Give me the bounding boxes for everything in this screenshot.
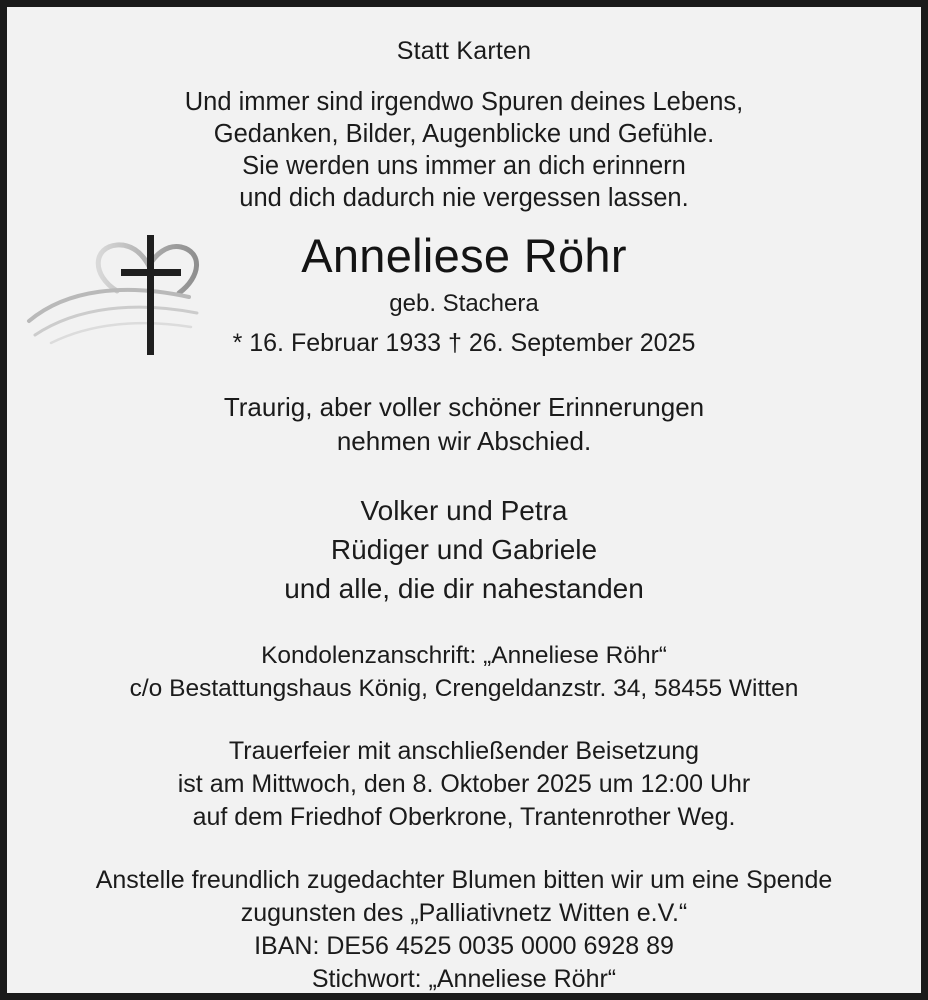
address-line: Kondolenzanschrift: „Anneliese Röhr“ <box>261 642 667 670</box>
condolence-address <box>47 640 881 705</box>
ceremony-line: ist am Mittwoch, den 8. Oktober 2025 um 12:00 Uhr <box>177 769 751 798</box>
deceased-name: Anneliese Röhr <box>301 228 627 282</box>
address-line: c/o Bestattungshaus König, Crengeldanzstr. 34, 58455 Witten <box>129 674 799 702</box>
family-line: und alle, die dir nahestanden <box>284 572 644 604</box>
obituary-content <box>7 7 921 993</box>
ceremony-line: auf dem Friedhof Oberkrone, Trantenrother Weg. <box>192 802 736 831</box>
donation-line: zugunsten des „Palliativnetz Witten e.V.“ <box>240 898 688 927</box>
deceased-block <box>47 228 881 358</box>
maiden-name: geb. Stachera <box>389 289 539 317</box>
donation-reference: Stichwort: „Anneliese Röhr“ <box>311 964 617 993</box>
life-dates: * 16. Februar 1933 † 26. September 2025 <box>232 328 696 357</box>
mourning-line: Traurig, aber voller schöner Erinnerungen <box>223 391 705 422</box>
poem-line: Sie werden uns immer an dich erinnern <box>242 152 686 181</box>
poem-line: und dich dadurch nie vergessen lassen. <box>239 184 689 213</box>
ceremony-details <box>47 735 881 834</box>
family-line: Volker und Petra <box>360 495 568 527</box>
family-line: Rüdiger und Gabriele <box>330 534 598 566</box>
mourning-text <box>47 391 881 459</box>
heading-statt-karten: Statt Karten <box>396 37 532 65</box>
donation-iban: IBAN: DE56 4525 0035 0000 6928 89 <box>254 931 674 960</box>
poem-line: Und immer sind irgendwo Spuren deines Lebens, <box>184 88 744 116</box>
mourning-line: nehmen wir Abschied. <box>336 425 592 456</box>
ceremony-line: Trauerfeier mit anschließender Beisetzung <box>228 736 700 765</box>
poem-line: Gedanken, Bilder, Augenblicke und Gefühle. <box>213 120 715 149</box>
poem-block <box>47 86 881 215</box>
donation-request <box>47 864 881 996</box>
family-names <box>47 492 881 608</box>
donation-line: Anstelle freundlich zugedachter Blumen bitten wir um eine Spende <box>95 865 833 894</box>
